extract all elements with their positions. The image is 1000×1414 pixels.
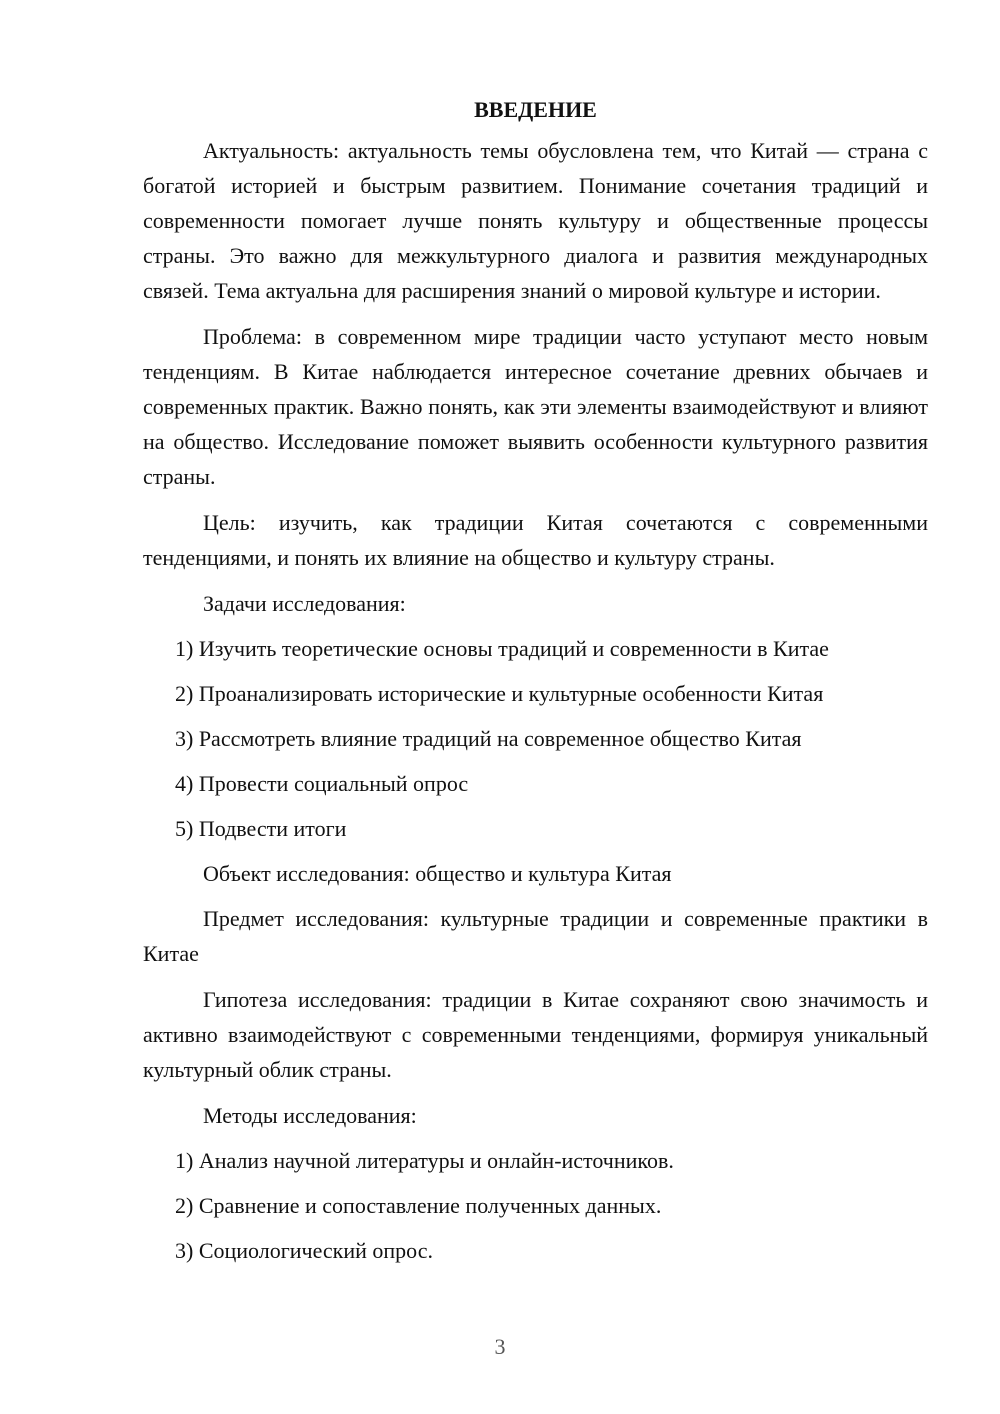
list-item: 2) Проанализировать исторические и культурные особенности Китая: [175, 681, 824, 706]
object-paragraph: Объект исследования: общество и культура Китая: [203, 861, 672, 886]
page-title: ВВЕДЕНИЕ: [474, 97, 597, 122]
document-page: [143, 92, 928, 1278]
methods-list: [143, 1143, 928, 1268]
hypothesis-paragraph: Гипотеза исследования: традиции в Китае сохраняют свою значимость и активно взаимодействуют с современными тенденциями, формируя уникальный культурный облик страны.: [143, 987, 928, 1082]
list-item: 4) Провести социальный опрос: [175, 771, 469, 796]
relevance-paragraph: Актуальность: актуальность темы обусловлена тем, что Китай — страна с богатой историей и быстрым развитием. Понимание сочетания традиций и современности помогает лучше понять культуру и общественные процессы страны. Это важно для межкультурного диалога и развития международных связей. Тема актуальна для расширения знаний о мировой культуре и истории.: [143, 138, 928, 303]
list-item: 2) Сравнение и сопоставление полученных данных.: [175, 1193, 662, 1218]
list-item: 5) Подвести итоги: [175, 816, 347, 841]
list-item: 3) Рассмотреть влияние традиций на современное общество Китая: [175, 726, 802, 751]
list-item: 1) Анализ научной литературы и онлайн-источников.: [175, 1148, 674, 1173]
list-item: 3) Социологический опрос.: [175, 1238, 433, 1263]
list-item: 1) Изучить теоретические основы традиций и современности в Китае: [175, 636, 829, 661]
tasks-heading: Задачи исследования:: [203, 591, 406, 616]
tasks-list: [143, 631, 928, 846]
methods-heading: Методы исследования:: [203, 1103, 417, 1128]
subject-paragraph: Предмет исследования: культурные традиции и современные практики в Китае: [143, 906, 928, 966]
goal-paragraph: Цель: изучить, как традиции Китая сочетаются с современными тенденциями, и понять их влияние на общество и культуру страны.: [143, 510, 928, 570]
problem-paragraph: Проблема: в современном мире традиции часто уступают место новым тенденциям. В Китае наблюдается интересное сочетание древних обычаев и современных практик. Важно понять, как эти элементы взаимодействуют и влияют на общество. Исследование поможет выявить особенности культурного развития страны.: [143, 324, 928, 489]
page-number: 3: [494, 1334, 506, 1359]
